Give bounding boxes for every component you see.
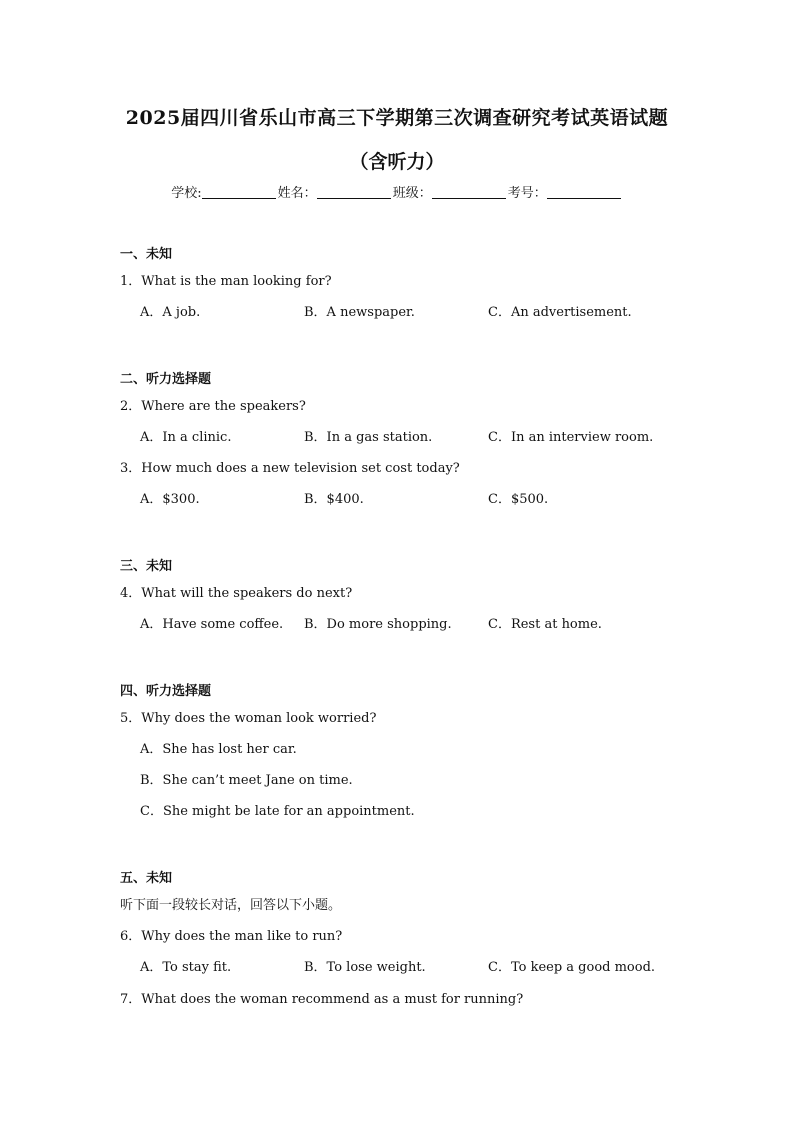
question-5-option-b: B．She can’t meet Jane on time. [140,773,353,788]
question-2-option-a: A．In a clinic. [140,430,232,445]
question-7: 7．What does the woman recommend as a must for running? [120,992,524,1007]
section-instruction: 听下面一段较长对话，回答以下小题。 [120,898,342,913]
question-6-option-b: B．To lose weight. [304,960,426,975]
name-blank[interactable] [317,186,391,199]
question-4-option-b: B．Do more shopping. [304,617,452,632]
class-label: 班级： [392,186,432,201]
section-heading: 四、听力选择题 [120,684,212,699]
question-3-option-b: B．$400. [304,492,364,507]
question-4: 4．What will the speakers do next? [120,586,353,601]
question-6-option-c: C．To keep a good mood. [488,960,656,975]
page-title: 2025届四川省乐山市高三下学期第三次调查研究考试英语试题 [125,107,669,129]
question-2-option-c: C．In an interview room. [488,430,654,445]
section-heading: 二、听力选择题 [120,372,212,387]
question-1: 1．What is the man looking for? [120,274,332,289]
exam-no-blank[interactable] [547,186,621,199]
question-5-option-c: C．She might be late for an appointment. [140,804,415,819]
school-label: 学校: [171,186,202,201]
question-1-option-a: A．A job. [140,305,201,320]
section-heading: 三、未知 [120,559,173,574]
question-1-option-c: C．An advertisement. [488,305,632,320]
question-4-option-a: A．Have some coffee. [140,617,284,632]
question-3-option-c: C．$500. [488,492,549,507]
question-3-option-a: A．$300. [140,492,200,507]
question-6: 6．Why does the man like to run? [120,929,343,944]
question-2: 2．Where are the speakers? [120,399,306,414]
question-5-option-a: A．She has lost her car. [140,742,297,757]
school-blank[interactable] [202,186,276,199]
question-4-option-c: C．Rest at home. [488,617,602,632]
page-subtitle: （含听力） [349,151,445,173]
question-6-option-a: A．To stay fit. [140,960,232,975]
name-label: 姓名： [277,186,317,201]
class-blank[interactable] [432,186,506,199]
exam-no-label: 考号： [507,186,547,201]
question-3: 3．How much does a new television set cost today? [120,461,460,476]
question-1-option-b: B．A newspaper. [304,305,415,320]
question-2-option-b: B．In a gas station. [304,430,433,445]
section-heading: 五、未知 [120,871,173,886]
student-info-line [0,182,794,201]
section-heading: 一、未知 [120,247,173,262]
question-5: 5．Why does the woman look worried? [120,711,377,726]
